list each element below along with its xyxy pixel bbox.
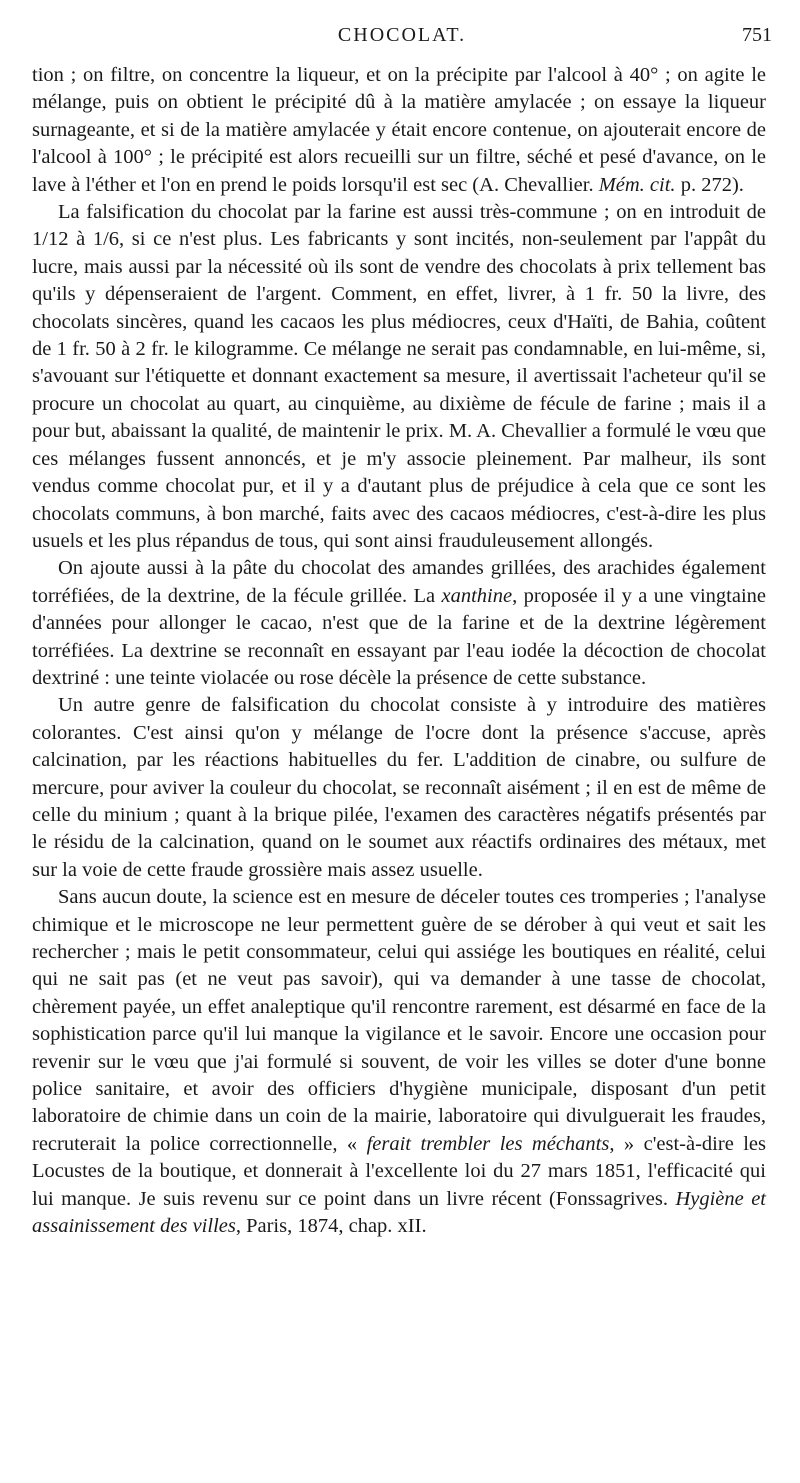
italic-text: Mém. cit. (598, 173, 676, 196)
text-run: , » c'est-à-dire les Locustes de la boutique, et donnerait à l'excellente loi du 27 mars 1851, l'efficacité qui lui manque. Je suis revenu sur ce point dans un livre récent (Fonssagrives. (32, 1132, 767, 1210)
paragraph (32, 199, 766, 555)
paragraph (32, 692, 766, 884)
text-run: On ajoute aussi à la pâte du chocolat des amandes grillées, des arachides également torréfiées, de la dextrine, de la fécule grillée. La (32, 557, 766, 607)
paragraph (32, 884, 766, 1240)
body-text (32, 62, 766, 1240)
italic-text: xanthine (441, 584, 513, 607)
paragraph (32, 555, 766, 692)
text-run: La falsification du chocolat par la farine est aussi très-commune ; on en introduit de 1/12 à 1/6, si ce n'est plus. Les fabricants y sont incités, non-seulement par l'appât du lucre, mais aussi par la nécessité où ils sont de vendre des chocolats à prix tellement bas qu'ils y dépenseraient de l'argent. Comment, en effet, livrer, à 1 fr. 50 la livre, des chocolats sincères, quand les cacaos les plus médiocres, ceux d'Haïti, de Bahia, coûtent de 1 fr. 50 à 2 fr. le kilogramme. Ce mélange ne serait pas condamnable, en lui-même, si, s'avouant sur l'étiquette et donnant exactement sa mesure, il avertissait l'acheteur qu'il se procure un chocolat au quart, au cinquième, au dixième de fécule de farine ; mais il a pour but, abaissant la qualité, de maintenir le prix. M. A. Chevallier a formulé le vœu que ces mélanges fussent annoncés, et je m'y associe pleinement. Par malheur, ils sont vendus comme chocolat pur, et il y a d'autant plus de préjudice à cela que ce sont les chocolats communs, à bon marché, faits avec des cacaos médiocres, c'est-à-dire les plus usuels et les plus répandus de tous, qui sont ainsi frauduleusement allongés. (32, 201, 766, 552)
running-head-title: CHOCOLAT. (337, 24, 467, 46)
text-run: p. 272). (675, 173, 744, 196)
italic-text: Hygiène et assainissement des villes (32, 1187, 766, 1238)
text-run: Un autre genre de falsification du chocolat consiste à y introduire des matières colorantes. C'est ainsi qu'on y mélange de l'ocre dont la présence s'accuse, après calcination, par les réactions habituelles du fer. L'addition de cinabre, ou sulfure de mercure, pour aviver la couleur du chocolat, se reconnaît aisément ; il en est de même de celle du minium ; quant à la brique pilée, l'examen des caractères négatifs présentés par le résidu de la calcination, quand on le soumet aux réactifs ordinaires des métaux, met sur la voie de cette fraude grossière mais assez usuelle. (32, 694, 766, 881)
page-number: 751 (742, 24, 772, 46)
text-run: , Paris, 1874, chap. xII. (235, 1215, 427, 1238)
running-head (32, 24, 772, 54)
paragraph (32, 62, 766, 199)
text-run: tion ; on filtre, on concentre la liqueur, et on la précipite par l'alcool à 40° ; on agite le mélange, puis on obtient le précipité dû à la matière amylacée ; on essaye la liqueur surnageante, et si de la matière amylacée y était encore contenue, on ajouterait encore de l'alcool à 100° ; le précipité est alors recueilli sur un filtre, séché et pesé d'avance, on le lave à l'éther et l'on en prend le poids lorsqu'il est sec (A. Chevallier. (32, 64, 766, 196)
text-run: , proposée il y a une vingtaine d'années pour allonger le cacao, n'est que de la farine et de la dextrine légèrement torréfiées. La dextrine se reconnaît en essayant par l'eau iodée la décoction de chocolat dextriné : une teinte violacée ou rose décèle la présence de cette substance. (32, 584, 766, 689)
text-run: Sans aucun doute, la science est en mesure de déceler toutes ces tromperies ; l'analyse chimique et le microscope ne leur permettent guère de se dérober à qui veut et sait les rechercher ; mais le petit consommateur, celui qui assiége les boutiques en réalité, celui qui ne sait pas (et ne veut pas savoir), qui va demander à une tasse de chocolat, chèrement payée, un effet analeptique qu'il rencontre rarement, est désarmé en face de la sophistication parce qu'il lui manque la vigilance et le savoir. Encore une occasion pour revenir sur le vœu que j'ai formulé si souvent, de voir les villes se doter d'une bonne police sanitaire, et avoir des officiers d'hygiène municipale, disposant d'un petit laboratoire de chimie dans un coin de la mairie, laboratoire qui divulguerait les fraudes, recruterait la police correctionnelle, « (32, 886, 766, 1155)
italic-text: ferait trembler les méchants (366, 1132, 610, 1155)
